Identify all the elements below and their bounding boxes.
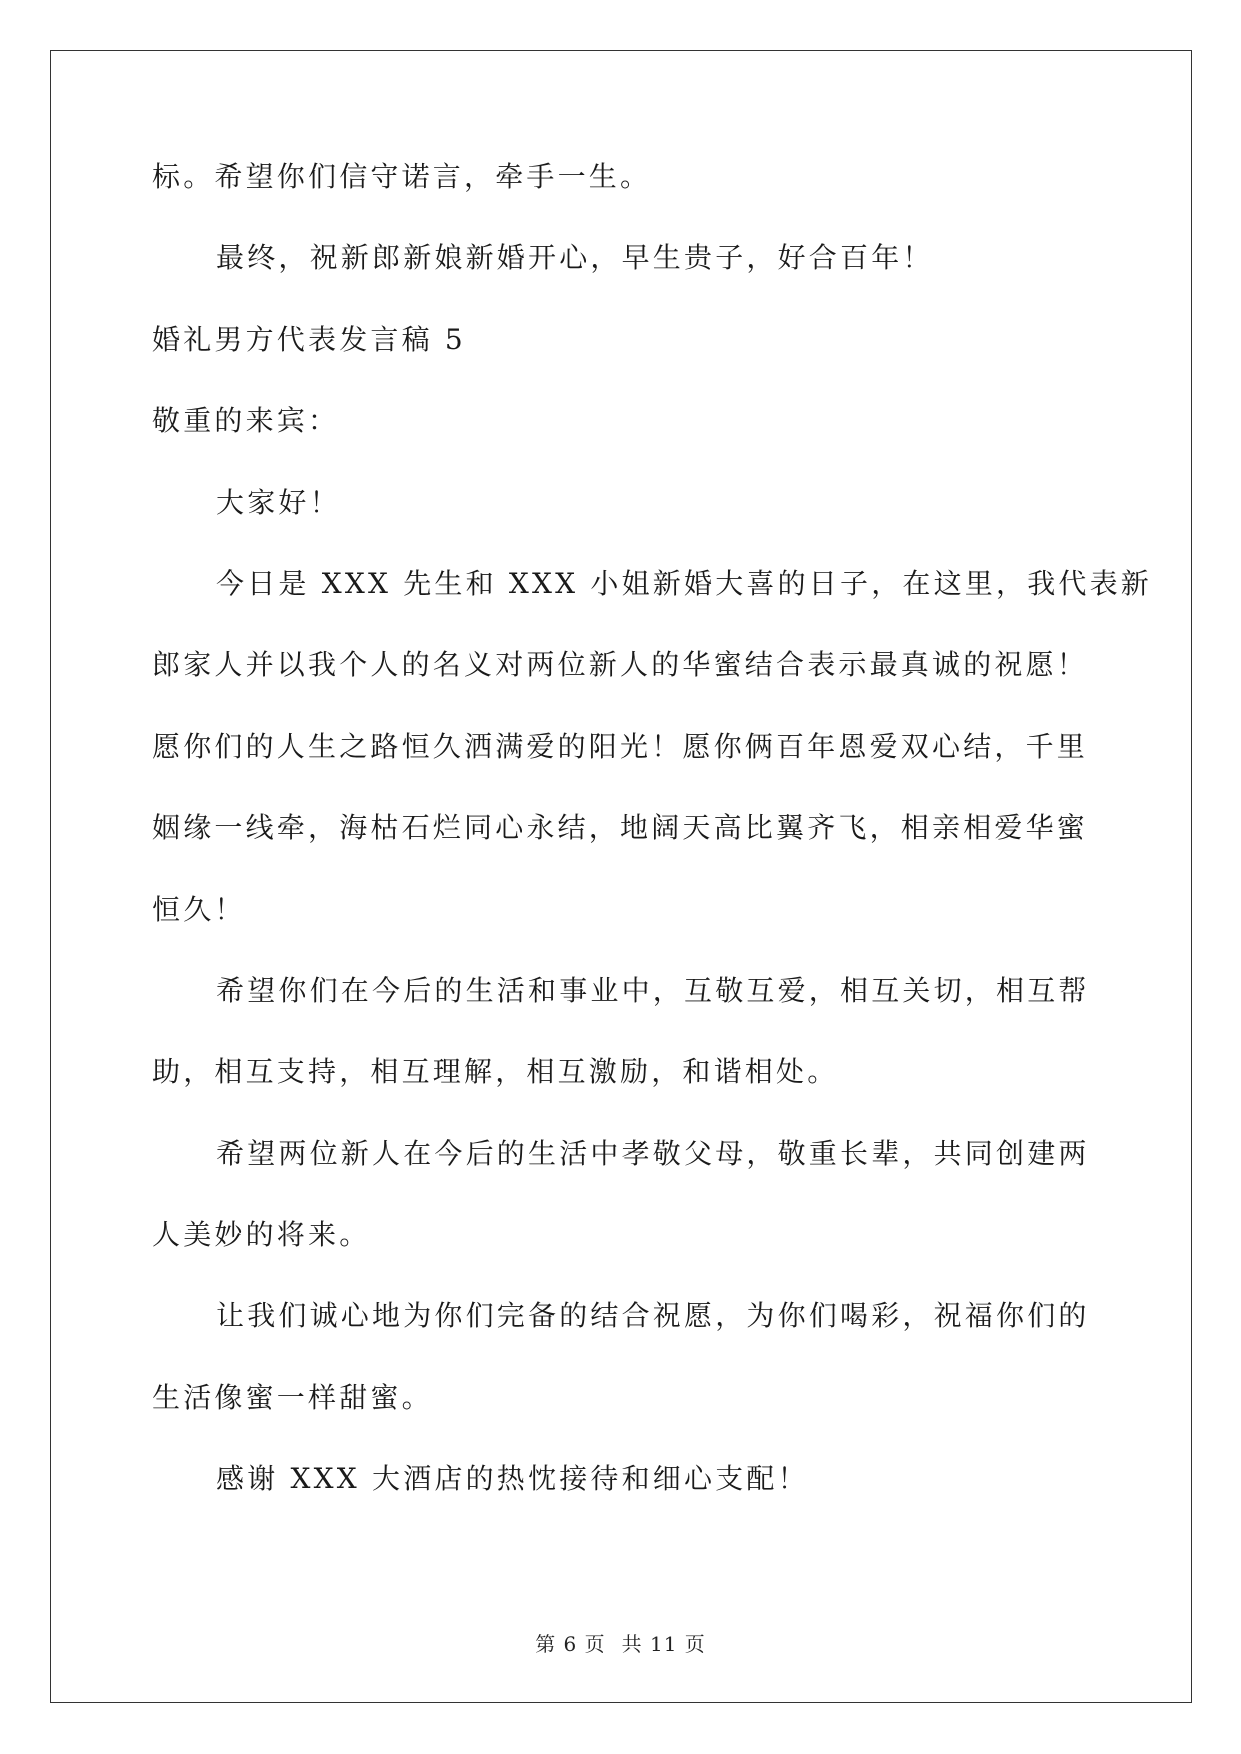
paragraph-line: 今日是 XXX 先生和 XXX 小姐新婚大喜的日子，在这里，我代表新: [216, 566, 1153, 600]
greeting: 大家好！: [216, 485, 341, 519]
page-number: 第 6 页: [535, 1632, 606, 1656]
paragraph-line: 姻缘一线牵，海枯石烂同心永结，地阔天高比翼齐飞，相亲相爱华蜜: [152, 811, 1089, 845]
paragraph-line: 助，相互支持，相互理解，相互激励，和谐相处。: [152, 1055, 839, 1089]
page-footer: [0, 1632, 1241, 1656]
section-heading: 婚礼男方代表发言稿 5: [152, 322, 466, 356]
document-body: [152, 160, 1153, 1544]
paragraph-line: 生活像蜜一样甜蜜。: [152, 1380, 433, 1414]
page-total: 共 11 页: [621, 1632, 706, 1656]
paragraph-line: 最终，祝新郎新娘新婚开心，早生贵子，好合百年！: [216, 241, 934, 275]
paragraph-line: 人美妙的将来。: [152, 1218, 371, 1252]
paragraph-line: 感谢 XXX 大酒店的热忱接待和细心支配！: [216, 1462, 809, 1496]
paragraph-line: 愿你们的人生之路恒久洒满爱的阳光！愿你俩百年恩爱双心结，千里: [152, 729, 1089, 763]
paragraph-line: 恒久！: [152, 892, 246, 926]
paragraph-line: 郎家人并以我个人的名义对两位新人的华蜜结合表示最真诚的祝愿！: [152, 648, 1089, 682]
paragraph-line: 希望你们在今后的生活和事业中，互敬互爱，相互关切，相互帮: [216, 973, 1090, 1007]
paragraph-line: 标。希望你们信守诺言，牵手一生。: [152, 160, 652, 193]
salutation: 敬重的来宾：: [152, 404, 340, 438]
paragraph-line: 让我们诚心地为你们完备的结合祝愿，为你们喝彩，祝福你们的: [216, 1299, 1090, 1333]
paragraph-line: 希望两位新人在今后的生活中孝敬父母，敬重长辈，共同创建两: [216, 1136, 1090, 1170]
